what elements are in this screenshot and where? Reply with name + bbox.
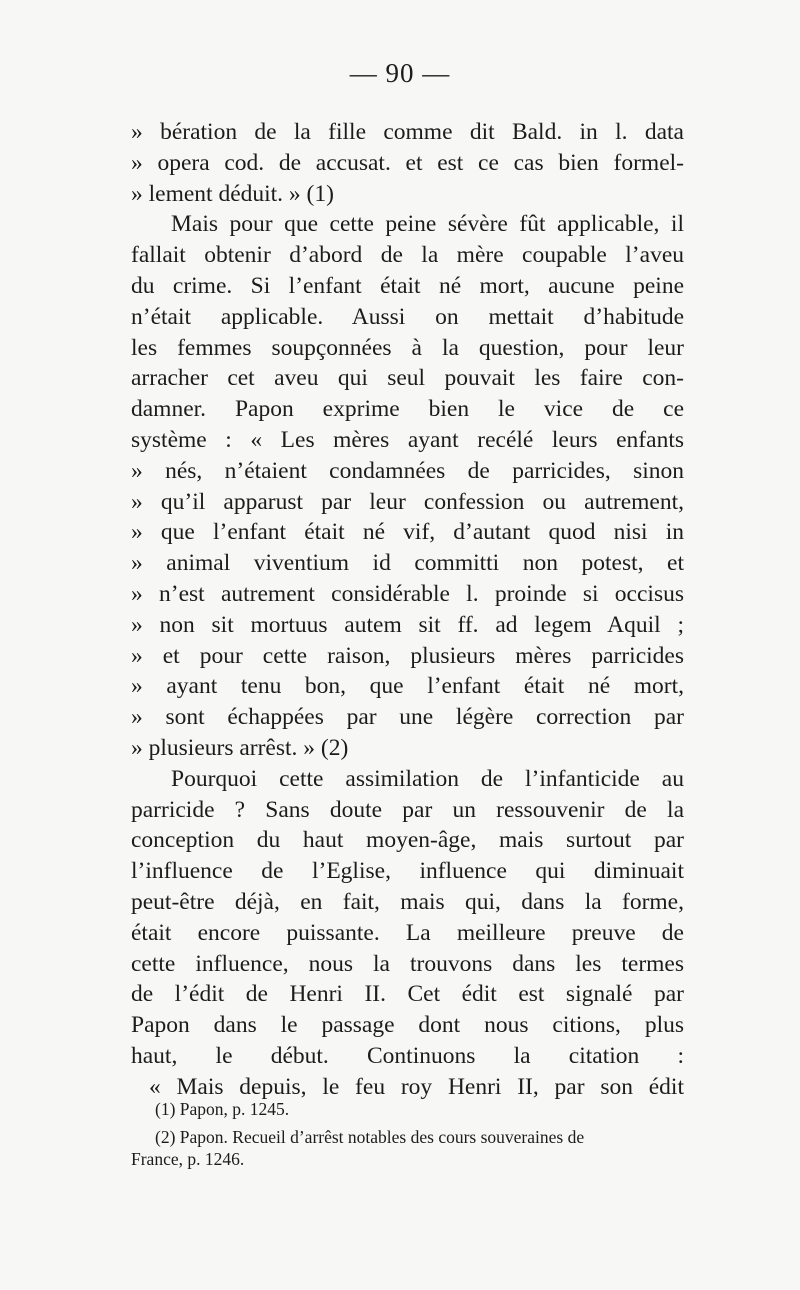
footnote: (1) Papon, p. 1245. <box>155 1099 290 1119</box>
text-line: » n’est autrement considérable l. proinde si occisus <box>131 580 684 607</box>
page-number: — 90 — <box>349 58 451 88</box>
footnotes <box>131 1098 684 1170</box>
text-line: fallait obtenir d’abord de la mère coupable l’aveu <box>131 242 684 269</box>
text-line: » que l’enfant était né vif, d’autant quod nisi in <box>131 519 684 546</box>
text-line: Mais pour que cette peine sévère fût applicable, il <box>171 211 684 238</box>
text-line: arracher cet aveu qui seul pouvait les faire con- <box>131 365 684 392</box>
text-line: haut, le début. Continuons la citation : <box>131 1042 684 1069</box>
text-line: Pourquoi cette assimilation de l’infanticide au <box>171 765 684 792</box>
text-line: » nés, n’étaient condamnées de parricides, sinon <box>131 457 684 484</box>
text-line: de l’édit de Henri II. Cet édit est signalé par <box>131 981 684 1008</box>
text-line: » opera cod. de accusat. et est ce cas bien formel- <box>131 149 684 176</box>
text-line: peut-être déjà, en fait, mais qui, dans la forme, <box>131 888 684 915</box>
body-text <box>131 117 684 1103</box>
footnote: (2) Papon. Recueil d’arrêst notables des cours souveraines de <box>155 1127 585 1147</box>
text-line: l’influence de l’Eglise, influence qui diminuait <box>131 858 684 885</box>
text-line: » bération de la fille comme dit Bald. in l. data <box>131 119 684 145</box>
footnote-continuation: France, p. 1246. <box>131 1149 245 1169</box>
text-line: Papon dans le passage dont nous citions, plus <box>131 1012 684 1039</box>
text-line: système : « Les mères ayant recélé leurs enfants <box>131 426 684 453</box>
text-line: « Mais depuis, le feu roy Henri II, par son édit <box>149 1073 684 1100</box>
text-line: » ayant tenu bon, que l’enfant était né mort, <box>131 673 684 700</box>
text-line: » plusieurs arrêst. » (2) <box>131 734 349 761</box>
text-line: n’était applicable. Aussi on mettait d’habitude <box>131 303 684 330</box>
text-line: » lement déduit. » (1) <box>131 180 334 207</box>
text-line: les femmes soupçonnées à la question, pour leur <box>131 334 684 361</box>
text-line: » non sit mortuus autem sit ff. ad legem Aquil ; <box>131 611 684 638</box>
text-line: damner. Papon exprime bien le vice de ce <box>131 396 684 423</box>
text-line: » et pour cette raison, plusieurs mères parricides <box>131 642 684 669</box>
text-line: du crime. Si l’enfant était né mort, aucune peine <box>131 272 684 299</box>
text-line: parricide ? Sans doute par un ressouvenir de la <box>131 796 684 823</box>
text-line: » animal viventium id committi non potest, et <box>131 550 684 577</box>
text-line: » qu’il apparust par leur confession ou autrement, <box>131 488 684 515</box>
text-line: cette influence, nous la trouvons dans les termes <box>131 950 684 977</box>
text-line: » sont échappées par une légère correction par <box>131 704 684 731</box>
text-line: était encore puissante. La meilleure preuve de <box>131 919 684 946</box>
text-line: conception du haut moyen-âge, mais surtout par <box>131 827 684 854</box>
